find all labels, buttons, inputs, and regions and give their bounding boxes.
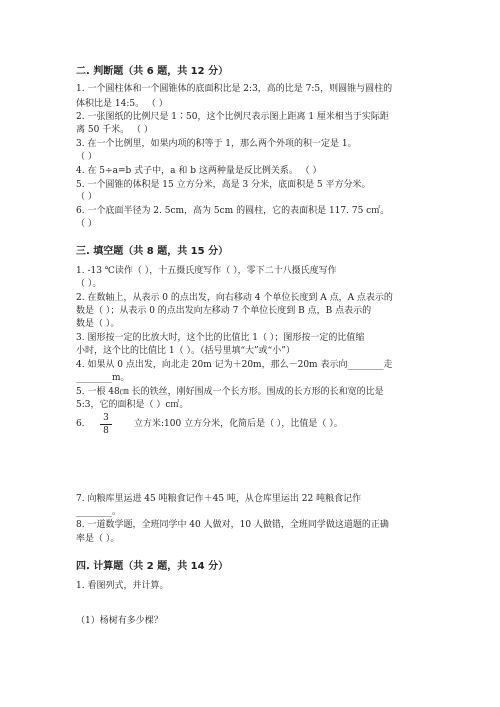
calc-line: （1）杨树有多少棵？ [76, 616, 163, 626]
fill-q6-number: 6. [76, 419, 85, 429]
fraction-denominator: 8 [103, 426, 109, 436]
fraction-bar [100, 424, 112, 425]
fill-line: 5. 一根 48㎝ 长的铁丝，刚好围成一个长方形。围成的长方形的长和宽的比是 [76, 387, 384, 397]
fill-line: 3. 图形按一定的比放大时，这个比的比值比 1（ ）；图形按一定的比值缩 [76, 333, 365, 343]
judge-line: 6. 一个底面半径为 2. 5cm，高为 5cm 的圆柱，它的表面积是 117. 75 c㎡。 [76, 206, 390, 216]
judge-line: （ ） [76, 152, 97, 162]
judge-line: 5. 一个圆锥的体积是 15 立方分米，高是 3 分米，底面积是 5 平方分米。 [76, 180, 371, 190]
judge-line: （ ） [76, 219, 97, 229]
fraction-three-eighths [100, 413, 112, 436]
fill-line: 2. 在数轴上，从表示 0 的点出发，向右移动 4 个单位长度到 A 点，A 点表示的 [76, 293, 393, 303]
judge-line: 体积比是 14:5。 （ ） [76, 99, 168, 109]
judge-line: 离 50 千米。 （ ） [76, 125, 153, 135]
fill-line: （ ）。 [76, 279, 102, 289]
fill-line: 小时，这个比的比值比 1（ ）。（括号里填“大”或“小”） [76, 346, 295, 356]
section-calc-title: 四. 计算题（共 2 题，共 14 分） [76, 561, 229, 572]
fraction-numerator: 3 [103, 413, 109, 423]
fill-line: 7. 向粮库里运进 45 吨粮食记作＋45 吨，从仓库里运出 22 吨粮食记作 [76, 494, 362, 504]
fill-line: 4. 如果从 0 点出发，向北走 20m 记为＋20m，那么－20m 表示向________走 [76, 360, 393, 370]
judge-line: 2. 一张图纸的比例尺是 1∶50，这个比例尺表示图上距离 1 厘米相当于实际距 [76, 112, 389, 122]
fill-line: 5:3，它的面积是（ ）c㎡。 [76, 400, 189, 410]
fill-line: 率是（ ）。 [76, 534, 120, 544]
fill-line: ________m。 [76, 373, 130, 383]
judge-line: 3. 在一个比例里，如果内项的积等于 1，那么两个外项的积一定是 1。 [76, 139, 357, 149]
judge-line: 4. 在 5÷a=b 式子中，a 和 b 这两种量是反比例关系。 （ ） [76, 166, 322, 176]
fill-q6-text: 立方米:100 立方分米，化简后是（ ），比值是（ ）。 [134, 419, 343, 429]
section-fill-title: 三. 填空题（共 8 题，共 15 分） [76, 246, 229, 257]
fill-line: 1. -13 ℃读作（ ），十五摄氏度写作（ ），零下二十八摄氏度写作 [76, 266, 337, 276]
judge-line: （ ） [76, 192, 97, 202]
judge-line: 1. 一个圆柱体和一个圆锥体的底面积比是 2:3，高的比是 7:5，则圆锥与圆柱的 [76, 84, 393, 94]
fill-line: 数是（ ）。 [76, 319, 120, 329]
fill-line: 数是（ ）；从表示 0 的点出发向左移动 7 个单位长度到 B 点，B 点表示的 [76, 306, 372, 316]
calc-line: 1. 看图列式，并计算。 [76, 581, 169, 591]
fill-line: 8. 一道数学题，全班同学中 40 人做对，10 人做错，全班同学做这道题的正确 [76, 520, 389, 530]
section-judge-title: 二. 判断题（共 6 题，共 12 分） [76, 66, 229, 77]
fill-line: ________。 [76, 507, 122, 517]
